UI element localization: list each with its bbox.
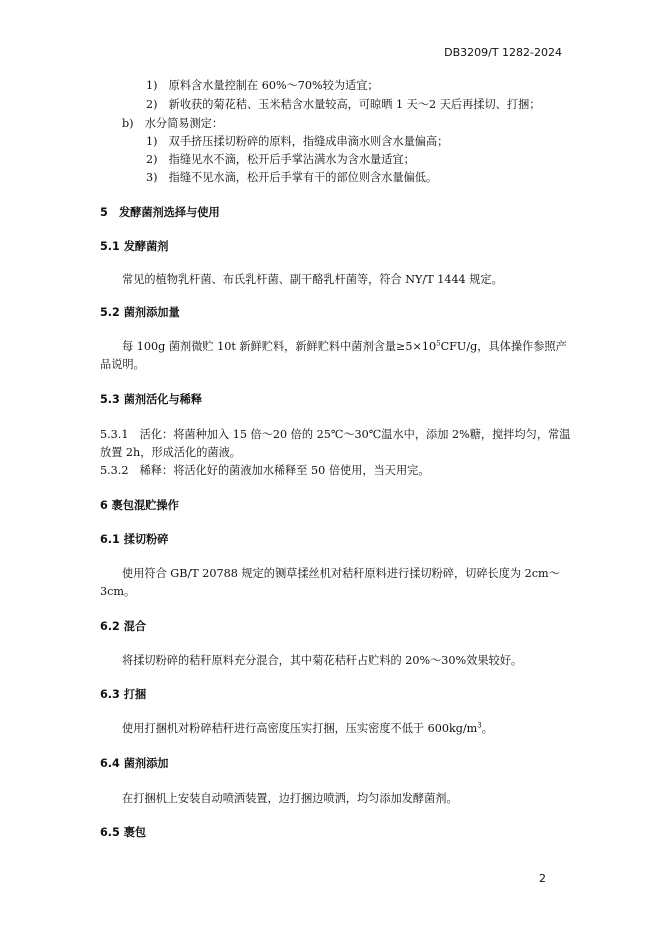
exponent: 3 bbox=[477, 721, 482, 730]
section-6-4-text: 在打捆机上安装自动喷洒装置，边打捆边喷洒，均匀添加发酵菌剂。 bbox=[122, 792, 458, 805]
section-5-2-heading: 5.2 菌剂添加量 bbox=[100, 306, 180, 319]
section-5-heading: 5 发酵菌剂选择与使用 bbox=[100, 206, 220, 219]
section-6-4-heading: 6.4 菌剂添加 bbox=[100, 757, 169, 770]
section-6-1-text: 使用符合 GB/T 20788 规定的铡草揉丝机对秸秆原料进行揉切粉碎，切碎长度为 2cm～ bbox=[122, 567, 560, 580]
section-5-3-2-text: 5.3.2 稀释：将活化好的菌液加水稀释至 50 倍使用，当天用完。 bbox=[100, 464, 430, 477]
document-id: DB3209/T 1282-2024 bbox=[444, 46, 562, 59]
section-6-1-heading: 6.1 揉切粉碎 bbox=[100, 533, 169, 546]
moisture-test-item-1: 1) 双手挤压揉切粉碎的原料，指缝成串滴水则含水量偏高； bbox=[146, 135, 449, 148]
section-6-2-heading: 6.2 混合 bbox=[100, 620, 147, 633]
moisture-item-1: 1) 原料含水量控制在 60%～70%较为适宜； bbox=[146, 79, 379, 92]
section-5-1-text: 常见的植物乳杆菌、布氏乳杆菌、副干酪乳杆菌等，符合 NY/T 1444 规定。 bbox=[122, 273, 503, 286]
section-6-1-text-cont: 3cm。 bbox=[100, 585, 136, 598]
moisture-test-item-3: 3) 指缝不见水滴，松开后手掌有干的部位则含水量偏低。 bbox=[146, 171, 438, 184]
section-6-2-text: 将揉切粉碎的秸秆原料充分混合，其中菊花秸秆占贮料的 20%～30%效果较好。 bbox=[122, 654, 523, 667]
section-6-5-heading: 6.5 裹包 bbox=[100, 826, 147, 839]
section-5-3-heading: 5.3 菌剂活化与稀释 bbox=[100, 393, 203, 406]
section-6-heading: 6 裹包混贮操作 bbox=[100, 499, 179, 512]
moisture-item-2: 2) 新收获的菊花秸、玉米秸含水量较高，可晾晒 1 天～2 天后再揉切、打捆； bbox=[146, 98, 541, 111]
moisture-test-item-2: 2) 指缝见水不滴，松开后手掌沾满水为含水量适宜； bbox=[146, 153, 415, 166]
section-5-1-heading: 5.1 发酵菌剂 bbox=[100, 240, 169, 253]
section-5-2-text: 每 100g 菌剂微贮 10t 新鲜贮料，新鲜贮料中菌剂含量$\ge 5\times 10^5CFU/g$，具体操作参照产 bbox=[122, 339, 567, 353]
page-number: 2 bbox=[539, 872, 546, 885]
section-5-2-text-cont: 品说明。 bbox=[100, 358, 145, 371]
section-5-3-1-text-cont: 放置 2h，形成活化的菌液。 bbox=[100, 446, 241, 459]
exponent: 5 bbox=[436, 339, 441, 348]
moisture-test-label: b) 水分简易测定： bbox=[122, 117, 224, 130]
section-6-3-text: 使用打捆机对粉碎秸秆进行高密度压实打捆，压实密度不低于 $600kg/m^3$。 bbox=[122, 721, 493, 735]
section-6-3-heading: 6.3 打捆 bbox=[100, 688, 147, 701]
section-5-3-1-text: 5.3.1 活化：将菌种加入 15 倍～20 倍的 25℃～30℃温水中，添加 2%糖，搅拌均匀，常温 bbox=[100, 428, 571, 441]
